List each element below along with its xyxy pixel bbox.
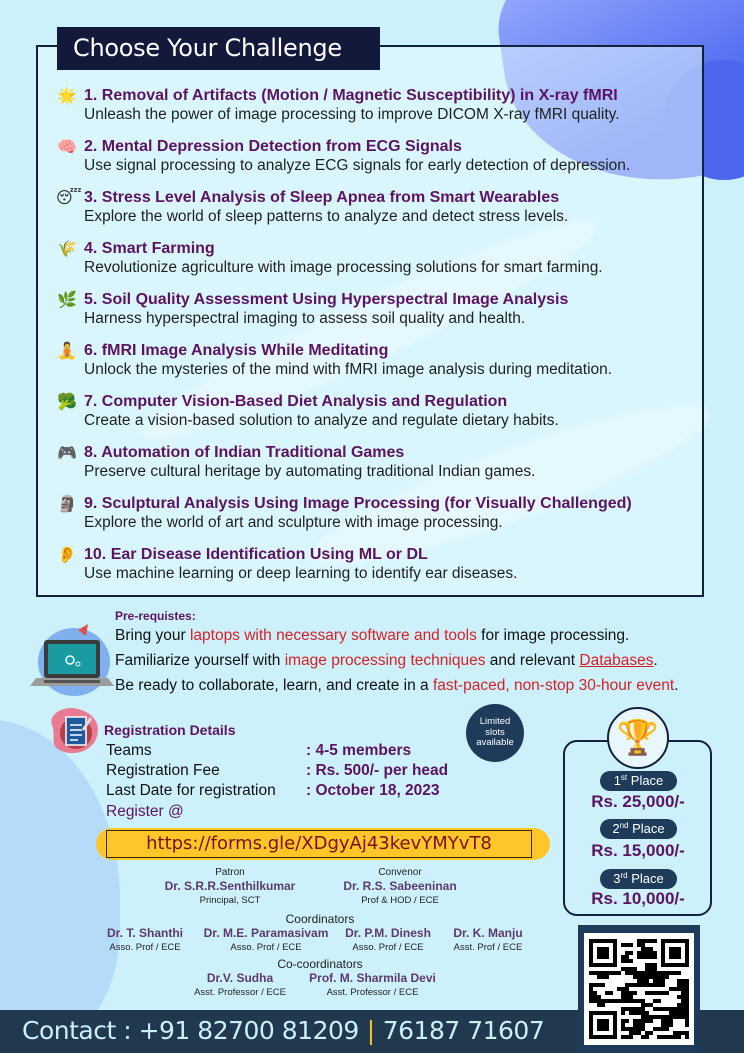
role-title: Convenor — [378, 867, 422, 878]
place-suffix: st — [620, 773, 628, 782]
person-designation: Asso. Prof / ECE — [109, 942, 181, 953]
coordinators-heading: Coordinators — [285, 912, 355, 926]
coordinator-block — [193, 926, 339, 954]
document-icon — [46, 705, 102, 757]
person-name: Dr. M.E. Paramasivam — [203, 926, 329, 940]
badge-line: Limited — [479, 716, 511, 727]
challenge-heading: Choose Your Challenge — [57, 27, 380, 70]
herb-icon: 🌿 — [57, 290, 77, 309]
place-label: Place — [627, 871, 664, 886]
trophy-icon: 🏆 — [607, 707, 669, 769]
decorative-blob-bottom-left — [0, 720, 120, 1050]
challenge-title: 10. Ear Disease Identification Using ML or DL — [84, 546, 428, 563]
challenge-description: Unlock the mysteries of the mind with fMRI image analysis during meditation. — [84, 361, 613, 378]
text: Be ready to collaborate, learn, and create in a — [115, 677, 433, 694]
teams-label: Teams — [106, 742, 152, 759]
databases-link[interactable]: Databases — [579, 652, 654, 669]
qr-code[interactable] — [578, 925, 700, 1053]
highlight-text: image processing techniques — [284, 652, 486, 669]
prerequisite-line-1 — [115, 626, 629, 646]
brain-icon: 🧠 — [57, 137, 77, 156]
register-at-label: Register @ — [106, 803, 184, 820]
glowing-star-icon: 🌟 — [57, 86, 77, 105]
highlight-text: laptops with necessary software and tools — [189, 627, 477, 644]
limited-slots-badge — [466, 704, 524, 762]
person-name: Dr. T. Shanthi — [106, 926, 183, 940]
separator: | — [366, 1016, 375, 1045]
co-coordinators-heading: Co-coordinators — [277, 957, 363, 971]
patron-block — [150, 866, 310, 907]
registration-url-link[interactable]: https://forms.gle/XDgyAj43kevYMYvT8 — [106, 830, 532, 858]
registration-heading: Registration Details — [104, 722, 236, 738]
convenor-block — [320, 866, 480, 907]
prerequisite-line-2 — [115, 651, 658, 671]
teams-value: : 4-5 members — [306, 742, 412, 759]
fee-label: Registration Fee — [106, 762, 220, 779]
challenge-title: 7. Computer Vision-Based Diet Analysis and Regulation — [84, 393, 508, 410]
co-coordinator-block — [300, 971, 445, 999]
challenge-description: Create a vision-based solution to analyze and regulate dietary habits. — [84, 412, 559, 429]
text: . — [674, 677, 679, 694]
place-number: 1 — [613, 773, 621, 788]
text: for image processing. — [476, 627, 630, 644]
person-name: Dr. S.R.R.Senthilkumar — [164, 879, 296, 893]
third-place-amount: Rs. 10,000/- — [591, 889, 685, 908]
person-name: Dr. K. Manju — [453, 926, 523, 940]
moai-statue-icon: 🗿 — [57, 494, 77, 513]
prerequisites-heading: Pre-requistes: — [115, 609, 196, 623]
person-designation: Asso. Prof / ECE — [352, 942, 424, 953]
person-name: Dr. R.S. Sabeeninan — [343, 879, 457, 893]
challenge-description: Revolutionize agriculture with image processing solutions for smart farming. — [84, 259, 603, 276]
co-coordinator-block — [180, 971, 300, 999]
game-controller-icon: 🎮 — [57, 443, 77, 462]
highlight-text: fast-paced, non-stop 30-hour event — [432, 677, 675, 694]
challenge-title: 2. Mental Depression Detection from ECG Signals — [84, 138, 462, 155]
place-number: 2 — [612, 821, 620, 836]
person-designation: Principal, SCT — [199, 895, 261, 906]
place-suffix: rd — [620, 871, 628, 880]
coordinator-block — [444, 926, 532, 954]
challenge-description: Preserve cultural heritage by automating traditional Indian games. — [84, 463, 536, 480]
person-name: Dr. P.M. Dinesh — [345, 926, 431, 940]
person-designation: Asst. Professor / ECE — [194, 987, 286, 998]
challenge-title: 5. Soil Quality Assessment Using Hyperspectral Image Analysis — [84, 291, 569, 308]
person-name: Dr.V. Sudha — [206, 971, 274, 985]
text: and relevant — [485, 652, 580, 669]
person-designation: Asst. Professor / ECE — [326, 987, 419, 998]
contact-phone-1[interactable]: Contact : +91 82700 81209 — [22, 1016, 359, 1045]
person-designation: Asso. Prof / ECE — [230, 942, 302, 953]
rice-sheaf-icon: 🌾 — [57, 239, 77, 258]
second-place-pill — [600, 819, 677, 839]
place-suffix: nd — [619, 821, 629, 830]
person-designation: Prof & HOD / ECE — [361, 895, 439, 906]
challenge-description: Unleash the power of image processing to improve DICOM X-ray fMRI quality. — [84, 106, 620, 123]
third-place-pill — [600, 869, 677, 889]
challenge-title: 9. Sculptural Analysis Using Image Processing (for Visually Challenged) — [84, 495, 632, 512]
registration-url-pill — [96, 828, 550, 860]
badge-line: available — [476, 737, 514, 748]
challenge-title: 4. Smart Farming — [84, 240, 215, 257]
meditation-icon: 🧘 — [57, 341, 77, 360]
last-date-value: : October 18, 2023 — [306, 782, 440, 799]
qr-code-pattern — [589, 938, 689, 1040]
challenge-title: 8. Automation of Indian Traditional Games — [84, 444, 405, 461]
badge-line: slots — [485, 726, 505, 738]
challenge-title: 3. Stress Level Analysis of Sleep Apnea from Smart Wearables — [84, 189, 560, 206]
place-label: Place — [628, 821, 665, 836]
place-label: Place — [627, 773, 664, 788]
challenge-description: Explore the world of sleep patterns to analyze and detect stress levels. — [84, 208, 569, 225]
challenge-title: 1. Removal of Artifacts (Motion / Magnetic Susceptibility) in X-ray fMRI — [84, 87, 618, 104]
person-designation: Asst. Prof / ECE — [453, 942, 523, 953]
prerequisite-line-3 — [115, 676, 679, 696]
text: . — [653, 652, 658, 669]
coordinator-block — [100, 926, 190, 954]
contact-text — [22, 1012, 544, 1050]
challenge-description: Use machine learning or deep learning to identify ear diseases. — [84, 565, 518, 582]
coordinator-block — [338, 926, 438, 954]
sleeping-face-icon: 😴 — [56, 188, 82, 207]
challenge-description: Harness hyperspectral imaging to assess soil quality and health. — [84, 310, 526, 327]
last-date-label: Last Date for registration — [106, 782, 276, 799]
laptop-icon — [30, 620, 115, 700]
role-title: Patron — [215, 867, 245, 878]
first-place-amount: Rs. 25,000/- — [591, 792, 685, 811]
second-place-amount: Rs. 15,000/- — [591, 841, 685, 860]
first-place-pill — [600, 771, 677, 791]
place-number: 3 — [613, 871, 621, 886]
challenge-description: Explore the world of art and sculpture with image processing. — [84, 514, 503, 531]
text: Bring your — [115, 627, 190, 644]
challenge-description: Use signal processing to analyze ECG signals for early detection of depression. — [84, 157, 631, 174]
broccoli-icon: 🥦 — [57, 392, 77, 411]
ear-icon: 👂 — [57, 545, 77, 564]
challenge-title: 6. fMRI Image Analysis While Meditating — [84, 342, 389, 359]
contact-phone-2[interactable]: 76187 71607 — [382, 1016, 545, 1045]
person-name: Prof. M. Sharmila Devi — [309, 971, 436, 985]
text: Familiarize yourself with — [115, 652, 285, 669]
fee-value: : Rs. 500/- per head — [306, 762, 449, 779]
